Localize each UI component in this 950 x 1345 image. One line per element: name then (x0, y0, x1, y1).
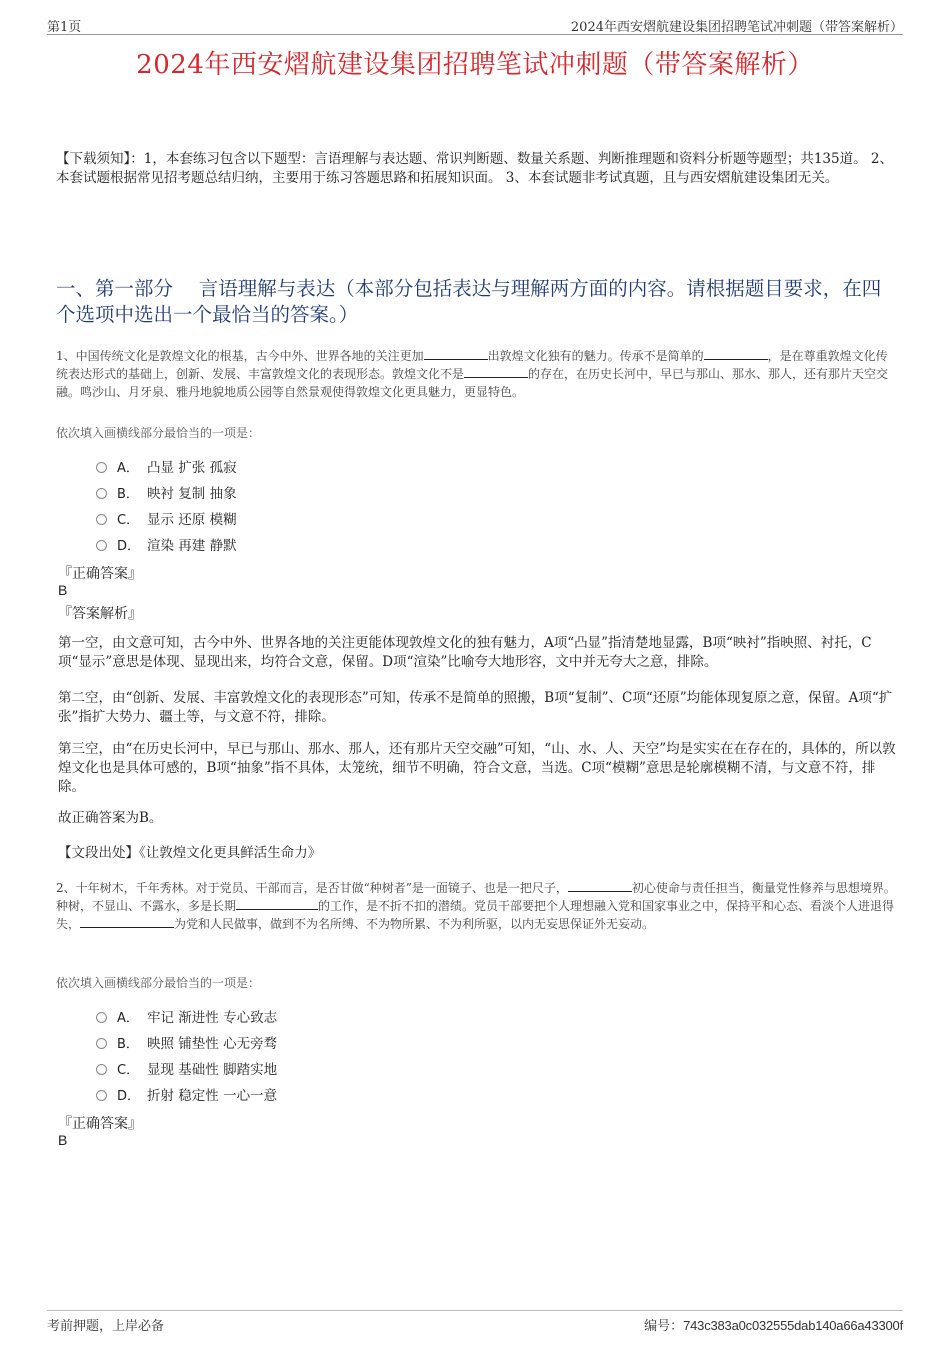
radio-icon[interactable] (96, 488, 107, 499)
running-title: 2024年西安熠航建设集团招聘笔试冲刺题（带答案解析） (570, 20, 903, 35)
radio-icon[interactable] (96, 462, 107, 473)
q1-answer: B (58, 582, 68, 598)
q1-blank-2 (704, 347, 768, 360)
section-heading: 一、第一部分 言语理解与表达（本部分包括表达与理解两方面的内容。请根据题目要求，在四个选项中选出一个最恰当的答案。） (56, 277, 882, 326)
q2-option-c[interactable]: C． 显现 基础性 脚踏实地 (96, 1055, 277, 1081)
footer-code (644, 1315, 903, 1334)
q1-analysis-1: 第一空，由文意可知，古今中外、世界各地的关注更能体现敦煌文化的独有魅力，A项“凸显”指清楚地显露，B项“映衬”指映照、衬托，C项“显示”意思是体现、显现出来，均符合文意，保留。D项“渲染”比喻夸大地形容，文中并无夸大之意，排除。 (58, 635, 872, 670)
q2-blank-2 (236, 897, 318, 910)
radio-icon[interactable] (96, 1090, 107, 1101)
q2-option-b[interactable]: B． 映照 铺垫性 心无旁骛 (96, 1029, 277, 1055)
q2-blank-3 (80, 915, 174, 928)
radio-icon[interactable] (96, 1012, 107, 1023)
q1-option-c[interactable]: C． 显示 还原 模糊 (96, 505, 237, 531)
page-header (47, 14, 903, 35)
q2-options (96, 1003, 277, 1107)
q1-option-a[interactable]: A． 凸显 扩张 孤寂 (96, 453, 237, 479)
q1-source: 【文段出处】《让敦煌文化更具鲜活生命力》 (58, 845, 322, 861)
footer-code-label: 编号： (644, 1319, 684, 1334)
footer-slogan: 考前押题，上岸必备 (47, 1319, 165, 1334)
q1-part-3: ，是在尊重敦煌文化传统表达形式的基础上，创新、发展、丰富敦煌文化的表现形态。敦煌文化不是 (56, 349, 888, 381)
radio-icon[interactable] (96, 1064, 107, 1075)
footer-code-value: 743c383a0c032555dab140a66a43300f (683, 1318, 903, 1333)
radio-icon[interactable] (96, 1038, 107, 1049)
q1-answer-label: 『正确答案』 (58, 566, 142, 582)
q1-blank-3 (464, 365, 528, 378)
document-title: 2024年西安熠航建设集团招聘笔试冲刺题（带答案解析） (136, 50, 814, 80)
download-notice: 【下载须知】：1，本套练习包含以下题型：言语理解与表达题、常识判断题、数量关系题、判断推理题和资料分析题等题型；共135道。 2、本套试题根据常见招考题总结归纳，主要用于练习答题思路和拓展知识面。 3、本套试题非考试真题，且与西安熠航建设集团无关。 (56, 151, 893, 186)
q1-part-2: 出敦煌文化独有的魅力。传承不是简单的 (487, 349, 704, 363)
q2-part-4: 为党和人民做事，做到不为名所缚、不为物所累、不为利所驱，以内无妄思保证外无妄动。 (174, 917, 655, 931)
q1-analysis-label: 『答案解析』 (58, 606, 142, 622)
q2-blank-1 (568, 879, 632, 892)
q1-option-b[interactable]: B． 映衬 复制 抽象 (96, 479, 237, 505)
radio-icon[interactable] (96, 540, 107, 551)
q1-part-1: 1、中国传统文化是敦煌文化的根基，古今中外、世界各地的关注更加 (56, 349, 424, 363)
question-2-text (56, 879, 898, 933)
radio-icon[interactable] (96, 514, 107, 525)
page-footer (47, 1310, 903, 1334)
q2-option-d[interactable]: D． 折射 稳定性 一心一意 (96, 1081, 277, 1107)
q1-analysis-3: 第三空，由“在历史长河中，早已与那山、那水、那人，还有那片天空交融”可知，“山、水、人、天空”均是实实在在存在的，具体的，所以敦煌文化也是具体可感的，B项“抽象”指不具体，太笼统，细节不明确，符合文意，当选。C项“模糊”意思是轮廓模糊不清，与文意不符，排除。 (58, 741, 896, 795)
page-number: 第1页 (47, 20, 82, 35)
q1-part-4: 的存在，在历史长河中，早已与那山、那水、那人，还有那片天空交融。鸣沙山、月牙泉、雅丹地貌地质公园等自然景观使得敦煌文化更具魅力，更显特色。 (56, 367, 889, 399)
q1-options (96, 453, 237, 557)
q2-part-1: 2、十年树木，千年秀林。对于党员、干部而言，是否甘做“种树者”是一面镜子、也是一把尺子， (56, 881, 568, 895)
q2-instruction: 依次填入画横线部分最恰当的一项是： (56, 976, 261, 990)
q2-part-2: 初心使命与责任担当，衡量党性修养与思想境界。种树，不显山、不露水，多是长期 (56, 881, 896, 913)
q1-blank-1 (424, 347, 488, 360)
q2-part-3: 的工作，是不折不扣的潜绩。党员干部要把个人理想融入党和国家事业之中，保持平和心态、看淡个人进退得失， (56, 899, 895, 931)
q1-instruction: 依次填入画横线部分最恰当的一项是： (56, 426, 261, 440)
q2-answer: B (58, 1132, 68, 1148)
question-1-text (56, 347, 898, 401)
q1-conclusion: 故正确答案为B。 (58, 810, 163, 826)
q1-option-d[interactable]: D． 渲染 再建 静默 (96, 531, 237, 557)
q2-option-a[interactable]: A． 牢记 渐进性 专心致志 (96, 1003, 277, 1029)
q1-analysis-2: 第二空，由“创新、发展、丰富敦煌文化的表现形态”可知，传承不是简单的照搬，B项“复制”、C项“还原”均能体现复原之意，保留。A项“扩张”指扩大势力、疆土等，与文意不符，排除。 (58, 690, 893, 725)
q2-answer-label: 『正确答案』 (58, 1116, 142, 1132)
